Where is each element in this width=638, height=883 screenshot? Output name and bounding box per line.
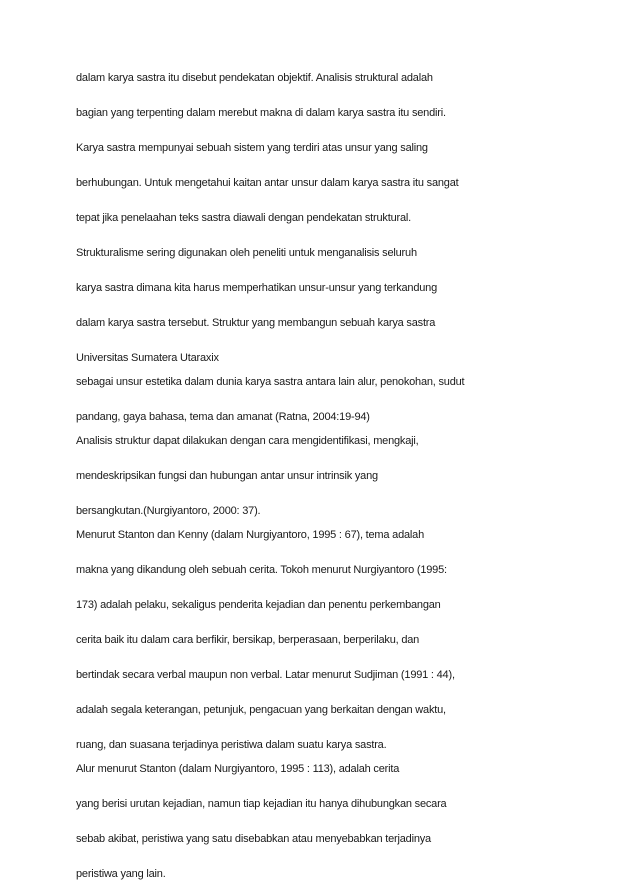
text-line-1: dalam karya sastra itu disebut pendekatan objektif. Analisis struktural adalah (76, 72, 433, 84)
text-line-12: mendeskripsikan fungsi dan hubungan antar unsur intrinsik yang (76, 470, 378, 482)
body-text (76, 70, 596, 883)
text-line-10: pandang, gaya bahasa, tema dan amanat (Ratna, 2004:19-94) (76, 411, 370, 423)
text-line-8: dalam karya sastra tersebut. Struktur yang membangun sebuah karya sastra (76, 317, 436, 329)
text-line-5: tepat jika penelaahan teks sastra diawali dengan pendekatan struktural. (76, 212, 411, 224)
text-line-18: bertindak secara verbal maupun non verbal. Latar menurut Sudjiman (1991 : 44), (76, 669, 455, 681)
text-line-20: ruang, dan suasana terjadinya peristiwa dalam suatu karya sastra. (76, 739, 387, 751)
text-line-23: sebab akibat, peristiwa yang satu disebabkan atau menyebabkan terjadinya (76, 833, 431, 845)
page-footer-label: Universitas Sumatera Utaraxix (76, 352, 219, 364)
text-line-16: 173) adalah pelaku, sekaligus penderita kejadian dan penentu perkembangan (76, 599, 441, 611)
text-line-14: Menurut Stanton dan Kenny (dalam Nurgiyantoro, 1995 : 67), tema adalah (76, 529, 425, 541)
text-line-13: bersangkutan.(Nurgiyantoro, 2000: 37). (76, 505, 261, 517)
text-line-7: karya sastra dimana kita harus memperhatikan unsur-unsur yang terkandung (76, 282, 438, 294)
text-line-3: Karya sastra mempunyai sebuah sistem yang terdiri atas unsur yang saling (76, 142, 428, 154)
text-line-21: Alur menurut Stanton (dalam Nurgiyantoro, 1995 : 113), adalah cerita (76, 763, 400, 775)
text-line-19: adalah segala keterangan, petunjuk, pengacuan yang berkaitan dengan waktu, (76, 704, 446, 716)
text-line-22: yang berisi urutan kejadian, namun tiap kejadian itu hanya dihubungkan secara (76, 798, 447, 810)
text-line-11: Analisis struktur dapat dilakukan dengan cara mengidentifikasi, mengkaji, (76, 435, 419, 447)
text-line-24: peristiwa yang lain. (76, 868, 166, 880)
text-line-6: Strukturalisme sering digunakan oleh peneliti untuk menganalisis seluruh (76, 247, 417, 259)
text-line-9: sebagai unsur estetika dalam dunia karya sastra antara lain alur, penokohan, sudut (76, 376, 465, 388)
text-line-4: berhubungan. Untuk mengetahui kaitan antar unsur dalam karya sastra itu sangat (76, 177, 459, 189)
text-line-17: cerita baik itu dalam cara berfikir, bersikap, berperasaan, berperilaku, dan (76, 634, 420, 646)
text-line-15: makna yang dikandung oleh sebuah cerita. Tokoh menurut Nurgiyantoro (1995: (76, 564, 447, 576)
text-line-2: bagian yang terpenting dalam merebut makna di dalam karya sastra itu sendiri. (76, 107, 446, 119)
